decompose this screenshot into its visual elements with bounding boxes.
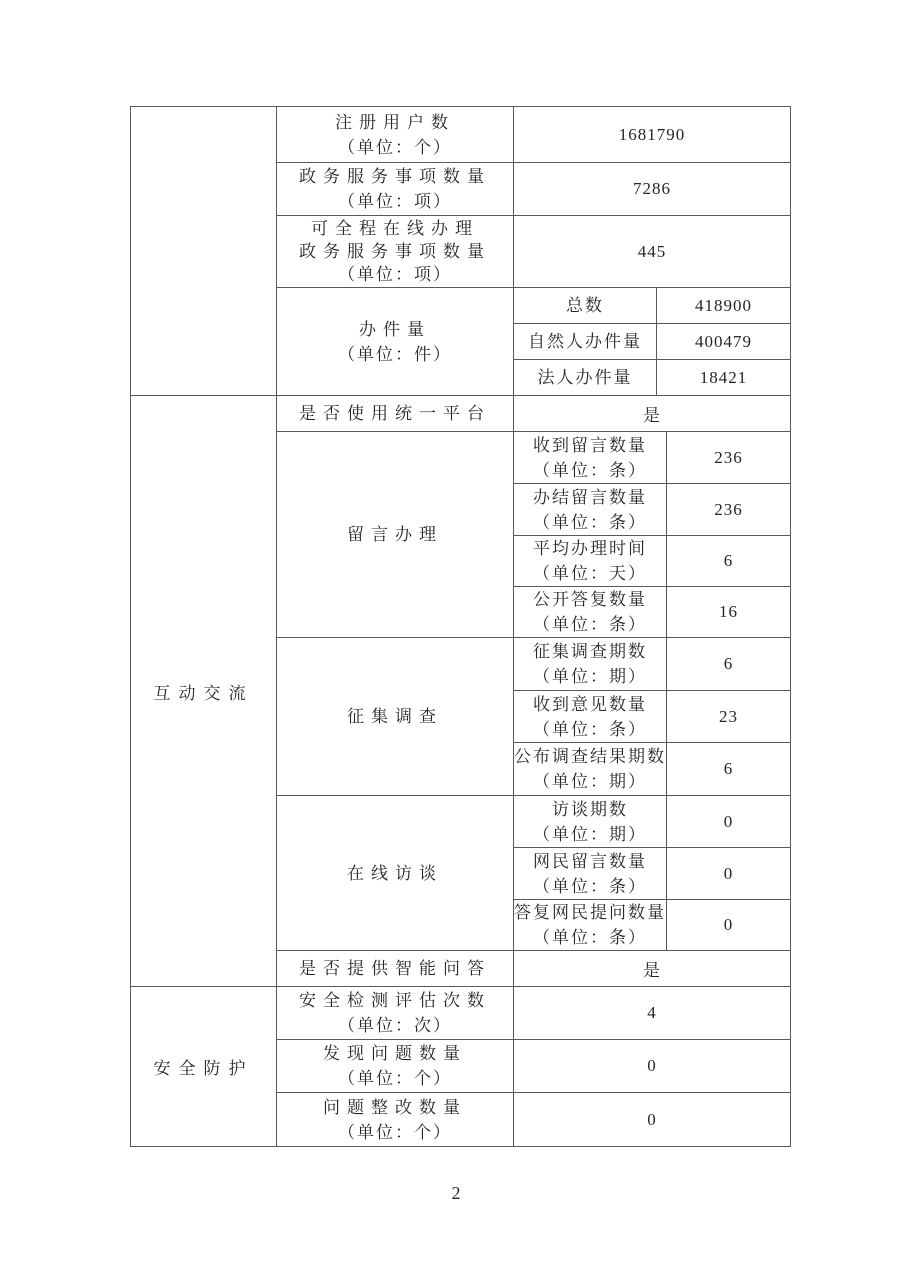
netizen-messages-value: 0 xyxy=(667,848,791,900)
category-cell-blank xyxy=(131,107,277,396)
opinions-received-value: 23 xyxy=(667,691,791,743)
table-row xyxy=(131,107,791,163)
survey-results-unit: （单位：期） xyxy=(533,772,647,791)
unified-platform-value: 是 xyxy=(514,396,791,432)
netizen-messages-label: 网民留言数量 xyxy=(533,851,647,871)
avg-handling-time-label-cell xyxy=(514,536,667,587)
messages-received-value: 236 xyxy=(667,432,791,484)
interview-sessions-label: 访谈期数 xyxy=(552,799,628,819)
message-handling-label: 留言办理 xyxy=(277,432,514,638)
opinions-received-label-cell xyxy=(514,691,667,743)
opinions-received-label: 收到意见数量 xyxy=(533,694,647,714)
service-items-label-cell xyxy=(277,163,514,216)
questions-answered-value: 0 xyxy=(667,900,791,951)
case-total-label: 总数 xyxy=(514,288,657,324)
survey-issues-value: 6 xyxy=(667,638,791,691)
service-items-value: 7286 xyxy=(514,163,791,216)
registered-users-unit: （单位：个） xyxy=(338,137,452,157)
full-online-items-label-cell xyxy=(277,216,514,288)
netizen-messages-unit: （单位：条） xyxy=(533,876,647,896)
opinions-received-unit: （单位：条） xyxy=(533,719,647,739)
smart-qa-label: 是否提供智能问答 xyxy=(277,951,514,987)
case-volume-label-cell xyxy=(277,288,514,396)
problems-found-value: 0 xyxy=(514,1040,791,1093)
service-items-unit: （单位：项） xyxy=(338,192,452,211)
category-cell-interaction: 互动交流 xyxy=(131,396,277,987)
problems-found-unit: （单位：个） xyxy=(338,1069,452,1088)
case-legal-value: 18421 xyxy=(657,360,791,396)
full-online-items-label-line2: 政务服务事项数量 xyxy=(299,242,491,261)
unified-platform-label: 是否使用统一平台 xyxy=(277,396,514,432)
survey-issues-label-cell xyxy=(514,638,667,691)
public-replies-unit: （单位：条） xyxy=(533,615,647,634)
case-volume-label: 办件量 xyxy=(359,319,431,339)
security-assessments-unit: （单位：次） xyxy=(338,1016,452,1035)
messages-resolved-value: 236 xyxy=(667,484,791,536)
survey-results-value: 6 xyxy=(667,743,791,796)
avg-handling-time-label: 平均办理时间 xyxy=(533,539,647,558)
avg-handling-time-value: 6 xyxy=(667,536,791,587)
case-total-value: 418900 xyxy=(657,288,791,324)
problems-fixed-value: 0 xyxy=(514,1093,791,1147)
survey-results-label: 公布调查结果期数 xyxy=(514,747,666,766)
public-replies-label: 公开答复数量 xyxy=(533,590,647,609)
case-volume-unit: （单位：件） xyxy=(338,344,452,364)
survey-results-label-cell xyxy=(514,743,667,796)
full-online-items-value: 445 xyxy=(514,216,791,288)
survey-label: 征集调查 xyxy=(277,638,514,796)
messages-received-label: 收到留言数量 xyxy=(533,435,647,455)
public-replies-value: 16 xyxy=(667,587,791,638)
questions-answered-unit: （单位：条） xyxy=(533,928,647,947)
messages-resolved-label-cell xyxy=(514,484,667,536)
case-natural-value: 400479 xyxy=(657,324,791,360)
interview-sessions-unit: （单位：期） xyxy=(533,824,647,844)
full-online-items-label-line1: 可全程在线办理 xyxy=(311,219,479,238)
questions-answered-label-cell xyxy=(514,900,667,951)
problems-fixed-label: 问题整改数量 xyxy=(323,1097,467,1117)
security-assessments-label-cell xyxy=(277,987,514,1040)
survey-issues-label: 征集调查期数 xyxy=(533,642,647,661)
problems-found-label-cell xyxy=(277,1040,514,1093)
problems-fixed-label-cell xyxy=(277,1093,514,1147)
report-table xyxy=(130,106,791,1147)
table-row xyxy=(131,987,791,1040)
netizen-messages-label-cell xyxy=(514,848,667,900)
problems-fixed-unit: （单位：个） xyxy=(338,1122,452,1142)
interview-sessions-value: 0 xyxy=(667,796,791,848)
messages-received-unit: （单位：条） xyxy=(533,460,647,480)
service-items-label: 政务服务事项数量 xyxy=(299,167,491,186)
messages-resolved-unit: （单位：条） xyxy=(533,512,647,532)
case-natural-label: 自然人办件量 xyxy=(514,324,657,360)
security-assessments-value: 4 xyxy=(514,987,791,1040)
table-row xyxy=(131,396,791,432)
full-online-items-unit: （单位：项） xyxy=(338,265,452,284)
interview-sessions-label-cell xyxy=(514,796,667,848)
online-interview-label: 在线访谈 xyxy=(277,796,514,951)
avg-handling-time-unit: （单位：天） xyxy=(533,564,647,583)
messages-received-label-cell xyxy=(514,432,667,484)
registered-users-label: 注册用户数 xyxy=(335,112,455,132)
questions-answered-label: 答复网民提问数量 xyxy=(514,903,666,922)
survey-issues-unit: （单位：期） xyxy=(533,667,647,686)
smart-qa-value: 是 xyxy=(514,951,791,987)
security-assessments-label: 安全检测评估次数 xyxy=(299,991,491,1010)
case-legal-label: 法人办件量 xyxy=(514,360,657,396)
page-number: 2 xyxy=(451,1183,461,1203)
messages-resolved-label: 办结留言数量 xyxy=(533,487,647,507)
registered-users-value: 1681790 xyxy=(514,107,791,163)
problems-found-label: 发现问题数量 xyxy=(323,1044,467,1063)
public-replies-label-cell xyxy=(514,587,667,638)
category-cell-security: 安全防护 xyxy=(131,987,277,1147)
registered-users-label-cell xyxy=(277,107,514,163)
